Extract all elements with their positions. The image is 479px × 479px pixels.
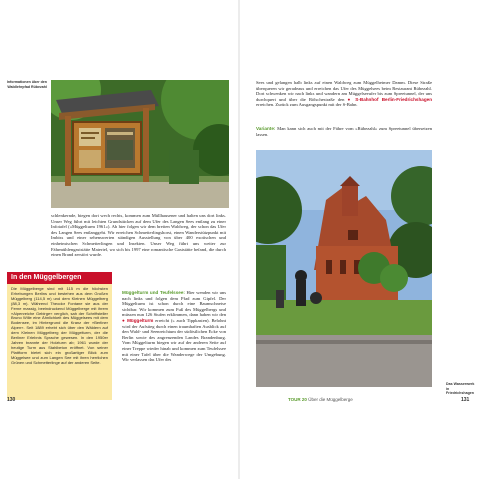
muggelturm-link[interactable]: Müggelturm xyxy=(127,317,154,323)
left-body-paragraph: schlenkernde, biegen dort wech rechts, kommen zum Müllhausener und halten uns dort links. Unser Weg führt mit leichten Grundstücken auf dem Ufer des Langen Sees entlang zu einer Infotafel (»Müggelturm 1961«). Ab hier folgen wir dem breiten Waldweg, der schon das Ufer des Langen Sees entlanggeht. Wir erreichen Schmetterlingshorst, einen Wanderstützpunkt mit Imbiss und einer sehenswerten ständigen Ausstellung von über 400 exotischen und einheimischen Schmetterlingen und Insekten. Unser Weg führt uns weiter zur Fährmühlengaststätte Materiel, wo sich bis 1997 eine romantische Gaststätte befand, die durch einen Brand zerstört wurde. xyxy=(51,213,226,258)
page-number-left: 130 xyxy=(7,397,16,403)
photo-caption-right: Das Wasserwerk in Friedrichshagen xyxy=(446,382,475,395)
section-highlight: Müggelturm und Teufelssee: xyxy=(122,290,185,295)
marker-icon: ● xyxy=(347,96,353,102)
right-body-text xyxy=(256,80,432,108)
tour-number: TOUR 20 xyxy=(288,397,307,402)
left-body-paragraph-2-end: erreicht (» auch Tippkasten). Belohnt wird der Aufstieg durch einen traumhaften Ausblick auf den Wald- und Seenreichtum der südöstlichen Ecke von Berlin sowie des angrenzenden Landes Brandenburg. Vom Müggelturm biegen wir auf der anderen Seite auf einer Treppe wieder hinab und kommen zum Teufelssee mit einer Tafel über die Wanderwege der Umgebung. Wir verlassen das Ufer des xyxy=(122,317,226,363)
info-board-photo xyxy=(51,80,229,208)
info-box xyxy=(7,272,112,400)
right-body-paragraph-end: erreichen. Zurück zum Ausgangspunkt mit der S-Bahn. xyxy=(256,102,358,108)
tour-title: Über die Müggelberge xyxy=(308,397,353,402)
running-footer xyxy=(288,397,353,402)
variant-label: Variante: xyxy=(256,126,276,131)
variant-tip xyxy=(256,126,432,137)
marker-icon: ● xyxy=(122,317,126,323)
info-box-text: Die Müggelberge sind mit 115 m die höchsten Erhebungen Berlins und bestehen aus dem Großen Müggelberg (114,5 m) und dem Kleinen Müggelberg (88,3 m). Während Theodor Fontane sie aus der Ferne massig, beeindruckend Müggelberge mit ihrem »Alpenreiche Gebirge« verglich, sah der Schriftsteller Bruno Wille eine Ähnlichkeit des Müggelsees mit dem Bodensee, im Hintergrund die Kranz der »Berliner Alpen«. Seit 1889 erhebt sich über den Wäldern auf dem Kleinen Müggelberg der Müggelturm, der die Berliner Erlebnis Sprache gewesen. In den 1950er Jahren brannte der Holzturm ab; 1961 wurde der heutige Turm aus Stahlbeton eröffnet. Von seiner Plattform bietet sich ein großartiger Blick zum Müggelsee und zum Langen See mit ihren herrlichen Grünen und Schmetterlinge auf der anderen Seite. xyxy=(11,286,108,365)
photo-caption-left: Informationen über den Waldlehrpfad Rübezahl xyxy=(6,80,47,89)
sbahnhof-link[interactable]: S-Bahnhof Berlin-Friedrichshagen xyxy=(355,96,432,102)
right-body-paragraph: Sees und gelangen halb links auf einen Waldweg zum Müggelheimer Damm. Diese Straße überqueren wir geradeaus und erreichen das Ufer des Müggelsees beim Restaurant Rübezahl. Dort schwenken wir nach links und wandern am Müggelseeufer bis zum Spreetunnel, der uns durchquert und über die Bölschestraße den xyxy=(256,80,432,102)
page-number-right: 131 xyxy=(461,397,470,403)
left-body-paragraph-2: Hier wenden wir uns nach links und folgen dem Pfad zum Gipfel. Der Müggelturm ist schon durch eine Baumschneise sichtbar. Wir kommen zum Fuß des Müggelbergs und müssen nun 126 Stufen erklimmen, dann haben wir den xyxy=(122,290,226,318)
waterworks-photo xyxy=(256,150,432,387)
info-box-title: In den Müggelbergen xyxy=(7,272,112,284)
left-body-text-2 xyxy=(122,290,226,363)
left-body-text xyxy=(51,213,226,258)
page-gutter xyxy=(238,0,240,479)
variant-text: Man kann sich auch mit der Fähre vom »Rübezahl« zum Spreetunnel übersetzen lassen. xyxy=(256,126,432,137)
